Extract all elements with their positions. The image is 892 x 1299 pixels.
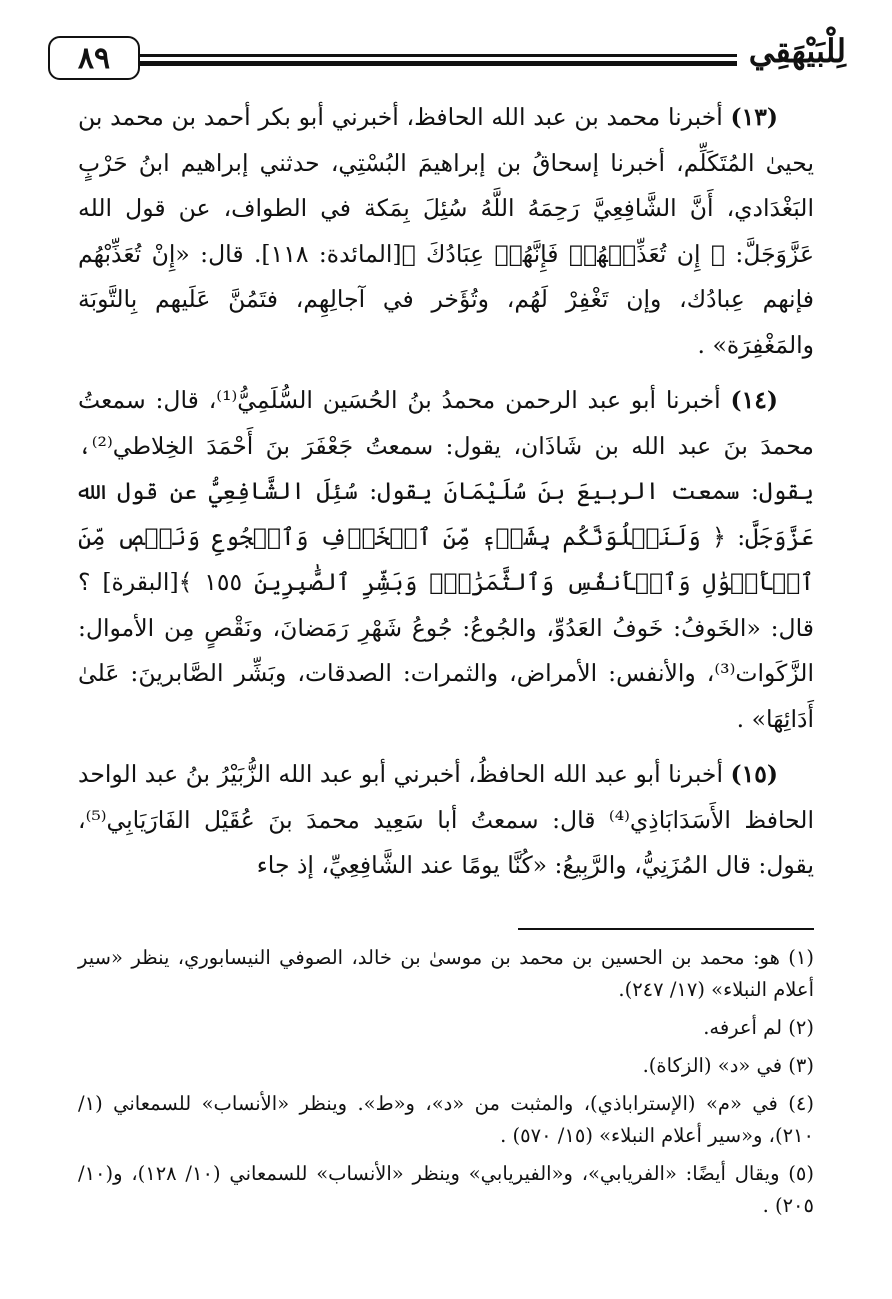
- paragraph-13: [78, 95, 814, 368]
- paragraph-text: أخبرنا محمد بن عبد الله الحافظ، أخبرني أبو بكر أحمد بن محمد بن يحيىٰ المُتَكَلِّم، أخبرنا إسحاقُ بن إبراهيمَ البُسْتِي، حدثني إبراهيم ابنُ حَرْبٍ البَغْدَادي، أَنَّ الشَّافِعِيَّ رَحِمَهُ اللَّهُ سُئِلَ بِمَكة في الطواف، عن قول الله عَزَّوَجَلَّ: ﴿ إِن تُعَذِّبۡهُمۡ فَإِنَّهُمۡ عِبَادُكَ ﴾[المائدة: ١١٨]. قال: «إِنْ تُعَذِّبْهُم فإنهم عِبادُك، وإن تَغْفِرْ لَهُم، وتُؤَخر في آجالِهِم، فتَمُنَّ عَلَيهم بِالتَّوبَة والمَغْفِرَة» .: [78, 103, 815, 359]
- header-rule-thick: [140, 61, 737, 66]
- footnote-separator: [518, 928, 814, 930]
- footnote-5: (٥) ويقال أيضًا: «الفريابي»، و«الفيريابي» وينظر «الأنساب» للسمعاني (١٠/ ١٢٨)، و(١٠/ ٢٠٥) .: [78, 1162, 814, 1217]
- paragraph-14: [78, 378, 814, 742]
- paragraph-number: (١٣): [730, 103, 778, 131]
- paragraph-number: (١٥): [730, 760, 778, 788]
- paragraph-15: [78, 752, 814, 889]
- main-text: [78, 95, 814, 899]
- footnote-4: (٤) في «م» (الإستراباذي)، والمثبت من «د»، و«ط». وينظر «الأنساب» للسمعاني (١/ ٢١٠)، و«سير أعلام النبلاء» (١٥/ ٥٧٠) .: [78, 1092, 814, 1147]
- header-rule-thin: [140, 54, 737, 57]
- paragraph-text: أخبرنا أبو عبد الرحمن محمدُ بنُ الحُسَين السُّلَمِيُّ⁽¹⁾، قال: سمعتُ محمدَ بنَ عبد الله بن شَاذَان، يقول: سمعتُ جَعْفَرَ بنَ أَحْمَدَ الخِلاطي⁽²⁾، يقول: سمعت الربيعَ بنَ سُلَيْمَانَ يقول: سُئِلَ الشَّافِعِيُّ عن قول الله عَزَّوَجَلَّ: ﴿ وَلَنَبۡلُوَنَّكُم بِشَيۡءٖ مِّنَ ٱلۡخَوۡفِ وَٱلۡجُوعِ وَنَقۡصٖ مِّنَ ٱلۡأَمۡوَٰلِ وَٱلۡأَنفُسِ وَٱلثَّمَرَٰتِۗ وَبَشِّرِ ٱلصَّٰبِرِينَ ١٥٥ ﴾[البقرة] ؟ قال: «الخَوفُ: خَوفُ العَدُوِّ، والجُوعُ: جُوعُ شَهْرِ رَمَضانَ، ونَقْصٍ مِن الأموال: الزَّكَوات⁽³⁾، والأنفس: الأمراض، والثمرات: الصدقات، وبَشِّر الصَّابرينَ: عَلىٰ أَدَائِهَا» .: [78, 386, 814, 733]
- running-title: لِلْبَيْهَقِي: [748, 32, 846, 70]
- footnotes: [78, 942, 814, 1228]
- footnote-3: (٣) في «د» (الزكاة).: [642, 1054, 814, 1077]
- footnote-1: (١) هو: محمد بن الحسين بن محمد بن موسىٰ بن خالد، الصوفي النيسابوري، ينظر «سير أعلام النبلاء» (١٧/ ٢٤٧).: [78, 946, 814, 1001]
- page-number: ٨٩: [48, 36, 140, 80]
- paragraph-number: (١٤): [730, 386, 778, 414]
- page-header: [40, 28, 852, 88]
- footnote-2: (٢) لم أعرفه.: [703, 1016, 814, 1039]
- paragraph-text: أخبرنا أبو عبد الله الحافظُ، أخبرني أبو عبد الله الزُّبَيْرُ بنُ عبد الواحد الحافظ الأَسَدَابَاذِي⁽⁴⁾ قال: سمعتُ أبا سَعِيد محمدَ بنَ عُقَيْل الفَارَيَابِي⁽⁵⁾، يقول: قال المُزَنِيُّ، والرَّبِيعُ: «كُنَّا يومًا عند الشَّافِعِيِّ، إذ جاء: [78, 760, 814, 879]
